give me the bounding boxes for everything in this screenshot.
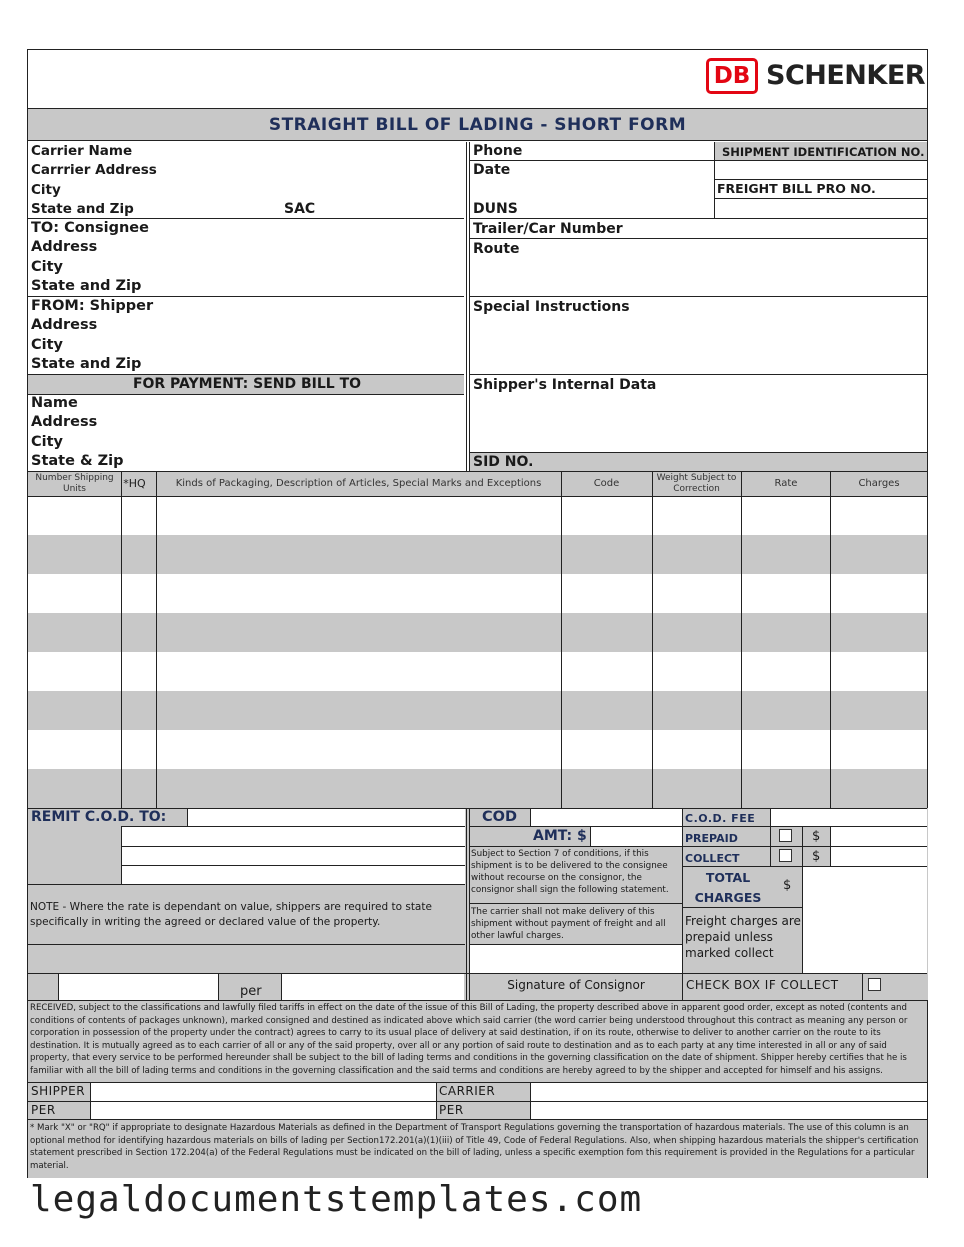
th-weight: Weight Subject to Correction [656, 473, 737, 494]
collect-dollar: $ [812, 849, 821, 864]
collect-check-box[interactable] [868, 978, 881, 991]
carrier-name-label: Carrier Name [31, 143, 133, 159]
amt-label: AMT: $ [533, 828, 587, 844]
consignee-city-label: City [31, 259, 63, 275]
collect-label: COLLECT [685, 852, 740, 865]
db-logo-mark: DB [706, 58, 758, 94]
carrier-signature-input[interactable] [532, 1083, 925, 1100]
check-box-collect-label: CHECK BOX IF COLLECT [686, 978, 839, 992]
sid-band [470, 452, 927, 472]
total-charges-label: TOTAL CHARGES [694, 870, 762, 905]
shipment-id-label: SHIPMENT IDENTIFICATION NO. [722, 145, 925, 159]
duns-label: DUNS [473, 201, 518, 217]
cod-fee-label: C.O.D. FEE [685, 812, 756, 825]
prepaid-checkbox[interactable] [779, 829, 792, 842]
shippers-internal-data-label: Shipper's Internal Data [473, 377, 657, 393]
remit-cod-label: REMIT C.O.D. TO: [31, 809, 167, 825]
prepaid-label: PREPAID [685, 832, 738, 845]
th-kinds-of-packaging: Kinds of Packaging, Description of Articles, Special Marks and Exceptions [175, 478, 542, 489]
consignee-state-zip-label: State and Zip [31, 278, 142, 294]
payment-name-label: Name [31, 395, 78, 411]
db-schenker-logo [706, 58, 926, 96]
carrier-state-zip-label: State and Zip [31, 201, 134, 217]
sac-label: SAC [284, 201, 316, 217]
signature-consignor-label: Signature of Consignor [507, 978, 645, 992]
received-terms-text: RECEIVED, subject to the classifications and lawfully filed tariffs in effect on the date of the issue of this Bill of Lading, the property described above in apparent good order, except as noted (contents and conditions of contents of packages unknown), marked consigned and destined as indicated above which said carrier (the word carrier being understood throughout this contract as meaning any person or corporation in possession of the property under the contract) agrees to carry to its usual place of delivery at said destination, if on its route, otherwise to deliver to another carrier on the route to its destination. It is mutually agreed as to each carrier of all or any of the said property, over all or any portion of said route to destination and as to each party at any time interested in all or any of said property, that every service to be performed hereunder shall be subject to the bill of lading terms and conditions in the governing classification on the date of shipment. Shipper hereby certifies that he is familiar with all the bill of lading terms and conditions in the governing classification and the said terms and conditions are hereby agreed to by the shipper and accepted for himself and his assigns. [30, 1003, 908, 1076]
freight-prepaid-note: Freight charges are prepaid unless marked collect [685, 914, 801, 960]
cod-label: COD [482, 809, 518, 825]
carrier-delivery-note: The carrier shall not make delivery of this shipment without payment of freight and all other lawful charges. [471, 907, 666, 941]
watermark-url: legaldocumentstemplates.com [30, 1179, 643, 1220]
payment-city-label: City [31, 434, 63, 450]
remit-address-area [121, 827, 465, 884]
shipper-per-label: PER [31, 1103, 56, 1117]
carrier-per-label: PER [439, 1103, 464, 1117]
per-label: per [240, 984, 262, 999]
shipper-from-label: FROM: Shipper [31, 298, 154, 314]
freight-bill-pro-label: FREIGHT BILL PRO NO. [717, 181, 876, 196]
table-row-shade [28, 535, 927, 574]
shipper-sign-label: SHIPPER [31, 1084, 86, 1098]
value-note: NOTE - Where the rate is dependant on value, shippers are required to state specifically in writing the agreed or declared value of the property. [30, 901, 432, 928]
total-area [802, 866, 927, 973]
table-row-shade [28, 691, 927, 730]
table-row-shade [28, 613, 927, 652]
shipper-signature-input[interactable] [92, 1083, 434, 1100]
schenker-wordmark: SCHENKER [766, 60, 926, 91]
amt-value-area [590, 826, 682, 846]
hazmat-note-text: * Mark "X" or "RQ" if appropriate to designate Hazardous Materials as defined in the Department of Transport Regulations governing the transportation of hazardous materials. The use of this column is an optional method for identifying hazardous materials on bills of lading per Section172.201(a)(1)(iii) of Title 49, Code of Federal Regulations. Also, when shipping hazardous materials the shipper's certification statement prescribed in Section 172.204(a) of the Federal Regulations must be indicated on the bill of lading, unless a specific exemption fom this requirement is provided in the Regulations for a particular material. [30, 1123, 919, 1171]
remit-input-area [187, 808, 465, 826]
sid-no-label: SID NO. [473, 454, 534, 470]
th-hq: *HQ [123, 477, 146, 490]
per-left-area [58, 973, 218, 1000]
carrier-city-label: City [31, 182, 61, 198]
cod-amount-area [530, 808, 682, 826]
shipper-state-zip-label: State and Zip [31, 356, 142, 372]
shipment-id-input[interactable] [716, 161, 926, 178]
cod-fee-area [770, 808, 927, 826]
title-bar [28, 108, 927, 141]
shipper-city-label: City [31, 337, 63, 353]
th-code: Code [593, 478, 620, 489]
section7-text: Subject to Section 7 of conditions, if this shipment is to be delivered to the consignee without recourse on the consignor, the consignor shall sign the following statement. [471, 849, 669, 895]
per-right-area [281, 973, 464, 1000]
shipper-address-label: Address [31, 317, 98, 333]
consignee-to-label: TO: Consignee [31, 220, 149, 236]
prepaid-dollar: $ [812, 829, 821, 844]
payment-state-zip-label: State & Zip [31, 453, 124, 469]
th-rate: Rate [774, 478, 798, 489]
payment-address-label: Address [31, 414, 98, 430]
special-instructions-label: Special Instructions [473, 299, 630, 315]
carrier-sign-label: CARRIER [439, 1084, 496, 1098]
carrier-address-label: Carrrier Address [31, 162, 157, 178]
form-title: STRAIGHT BILL OF LADING - SHORT FORM [268, 115, 687, 135]
total-dollar: $ [783, 878, 792, 893]
phone-label: Phone [473, 143, 523, 159]
trailer-car-number-label: Trailer/Car Number [473, 221, 623, 237]
th-charges: Charges [858, 478, 900, 489]
freight-bill-pro-input[interactable] [716, 199, 926, 217]
consignee-address-label: Address [31, 239, 98, 255]
carrier-per-input[interactable] [532, 1102, 925, 1118]
th-shipping-units: Number Shipping Units [35, 473, 114, 494]
table-row-shade [28, 769, 927, 808]
consignor-signature-area [470, 944, 682, 973]
date-label: Date [473, 162, 511, 178]
route-label: Route [473, 241, 520, 257]
carrier-address-input[interactable] [150, 162, 460, 180]
collect-checkbox[interactable] [779, 849, 792, 862]
carrier-name-input[interactable] [150, 143, 460, 161]
payment-header: FOR PAYMENT: SEND BILL TO [132, 376, 362, 392]
shipper-per-input[interactable] [92, 1102, 434, 1118]
